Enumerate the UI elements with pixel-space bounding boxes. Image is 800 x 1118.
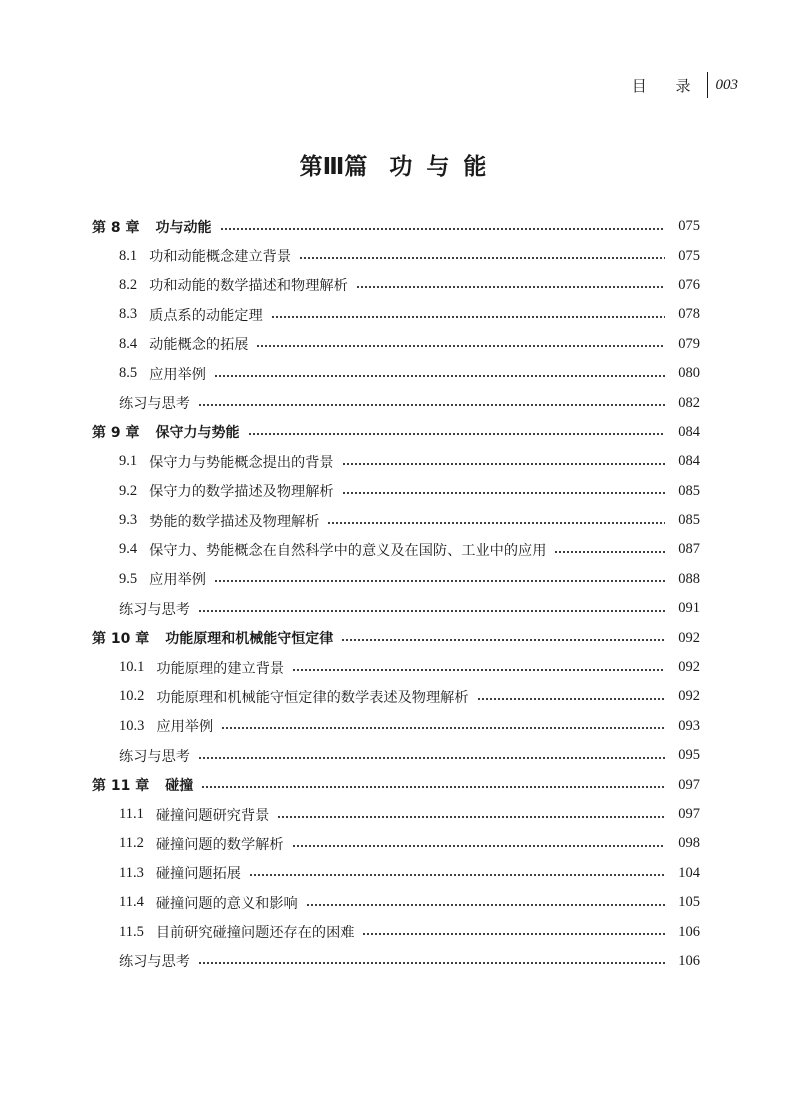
toc-entry-title: 目前研究碰撞问题还存在的困难 bbox=[155, 925, 355, 942]
dot-leader bbox=[356, 286, 665, 288]
toc-entry-page-number: 085 bbox=[678, 512, 700, 529]
toc-entry-title: 保守力与势能概念提出的背景 bbox=[149, 454, 334, 471]
dot-leader bbox=[362, 933, 665, 935]
toc-entry-page-number: 106 bbox=[678, 952, 700, 969]
toc-entry-page-number: 106 bbox=[678, 923, 700, 940]
toc-entry-number: 10.3 bbox=[119, 717, 145, 734]
dot-leader bbox=[554, 551, 665, 553]
dot-leader bbox=[220, 228, 666, 230]
dot-leader bbox=[221, 727, 665, 729]
dot-leader bbox=[214, 580, 665, 582]
running-header-title: 目 录 bbox=[631, 76, 703, 95]
toc-entry-page-number: 092 bbox=[678, 629, 700, 646]
toc-entry-title: 功和动能概念建立背景 bbox=[149, 249, 292, 266]
dot-leader bbox=[198, 962, 665, 964]
toc-entry-page-number: 075 bbox=[678, 218, 700, 235]
toc-entry-page-number: 087 bbox=[678, 541, 700, 558]
toc-entry-title: 功能原理和机械能守恒定律的数学表述及物理解析 bbox=[156, 689, 469, 706]
toc-section-entry[interactable] bbox=[92, 947, 700, 976]
dot-leader bbox=[477, 698, 665, 700]
toc-entry-number: 第 10 章 bbox=[92, 631, 150, 648]
toc-section-entry[interactable] bbox=[92, 359, 700, 388]
toc-entry-number: 8.3 bbox=[119, 306, 138, 323]
toc-entry-title: 保守力、势能概念在自然科学中的意义及在国防、工业中的应用 bbox=[149, 542, 547, 559]
toc-section-entry[interactable] bbox=[92, 535, 700, 564]
toc-entry-title: 应用举例 bbox=[149, 572, 206, 589]
toc-entry-title: 势能的数学描述及物理解析 bbox=[149, 513, 320, 530]
toc-entry-title: 功和动能的数学描述和物理解析 bbox=[149, 278, 348, 295]
toc-entry-number: 8.2 bbox=[119, 276, 138, 293]
toc-entry-title: 保守力的数学描述及物理解析 bbox=[149, 484, 334, 501]
part-title: 功与能 bbox=[389, 154, 501, 180]
toc-entry-title: 碰撞问题的数学解析 bbox=[155, 836, 284, 853]
toc-section-entry[interactable] bbox=[92, 477, 700, 506]
toc-section-entry[interactable] bbox=[92, 300, 700, 329]
toc-entry-number: 11.5 bbox=[119, 923, 144, 940]
toc-entry-number: 10.1 bbox=[119, 659, 145, 676]
toc-entry-number: 第 9 章 bbox=[92, 425, 140, 442]
toc-entry-page-number: 104 bbox=[678, 864, 700, 881]
toc-entry-page-number: 093 bbox=[678, 717, 700, 734]
toc-entry-title: 功与动能 bbox=[155, 219, 212, 236]
toc-entry-number: 9.4 bbox=[119, 541, 138, 558]
toc-entry-number: 8.4 bbox=[119, 335, 138, 352]
part-heading bbox=[0, 148, 800, 181]
toc-entry-title: 功能原理的建立背景 bbox=[156, 660, 285, 677]
toc-entry-page-number: 078 bbox=[678, 306, 700, 323]
dot-leader bbox=[299, 257, 665, 259]
dot-leader bbox=[198, 404, 665, 406]
running-header-divider bbox=[707, 72, 708, 98]
toc-entry-page-number: 084 bbox=[678, 453, 700, 470]
toc-chapter-entry[interactable] bbox=[92, 212, 700, 241]
dot-leader bbox=[214, 375, 665, 377]
dot-leader bbox=[277, 816, 665, 818]
toc-section-entry[interactable] bbox=[92, 241, 700, 270]
toc-entry-page-number: 079 bbox=[678, 335, 700, 352]
toc-section-entry[interactable] bbox=[92, 447, 700, 476]
dot-leader bbox=[342, 492, 665, 494]
toc-entry-number: 11.2 bbox=[119, 835, 144, 852]
toc-entry-number: 9.3 bbox=[119, 512, 138, 529]
running-header bbox=[632, 72, 738, 98]
toc-section-entry[interactable] bbox=[92, 271, 700, 300]
toc-section-entry[interactable] bbox=[92, 859, 700, 888]
toc-section-entry[interactable] bbox=[92, 888, 700, 917]
toc-entry-title: 动能概念的拓展 bbox=[149, 337, 249, 354]
toc-entry-title: 应用举例 bbox=[156, 719, 214, 736]
toc-entry-page-number: 080 bbox=[678, 365, 700, 382]
toc-entry-title: 功能原理和机械能守恒定律 bbox=[165, 631, 334, 648]
toc-entry-page-number: 084 bbox=[678, 423, 700, 440]
toc-section-entry[interactable] bbox=[92, 741, 700, 770]
toc-entry-page-number: 075 bbox=[678, 247, 700, 264]
toc-chapter-entry[interactable] bbox=[92, 418, 700, 447]
toc-entry-title: 保守力与势能 bbox=[155, 425, 240, 442]
toc-entry-page-number: 097 bbox=[678, 806, 700, 822]
running-header-page-number: 003 bbox=[715, 76, 738, 93]
toc-chapter-entry[interactable] bbox=[92, 770, 700, 799]
dot-leader bbox=[342, 463, 665, 465]
toc-entry-title: 质点系的动能定理 bbox=[149, 307, 263, 324]
toc-entry-page-number: 098 bbox=[678, 835, 700, 852]
dot-leader bbox=[292, 845, 665, 847]
toc-entry-title: 碰撞问题拓展 bbox=[155, 866, 241, 883]
toc-entry-number: 11.1 bbox=[119, 806, 144, 822]
toc-entry-number: 11.3 bbox=[119, 864, 144, 881]
toc-section-entry[interactable] bbox=[92, 653, 700, 682]
toc-entry-number: 第 8 章 bbox=[92, 219, 140, 236]
dot-leader bbox=[249, 874, 665, 876]
toc-entry-page-number: 092 bbox=[678, 659, 700, 676]
toc-entry-title: 碰撞 bbox=[165, 778, 194, 795]
toc-section-entry[interactable] bbox=[92, 917, 700, 946]
toc-chapter-entry[interactable] bbox=[92, 623, 700, 652]
toc-entry-title: 练习与思考 bbox=[119, 601, 190, 618]
dot-leader bbox=[327, 522, 665, 524]
toc-entry-title: 练习与思考 bbox=[119, 396, 190, 413]
dot-leader bbox=[198, 610, 665, 612]
toc-entry-page-number: 105 bbox=[678, 894, 700, 911]
toc-entry-title: 练习与思考 bbox=[119, 748, 190, 765]
toc-entry-title: 碰撞问题研究背景 bbox=[155, 807, 270, 824]
toc-section-entry[interactable] bbox=[92, 594, 700, 623]
toc-entry-page-number: 082 bbox=[678, 394, 700, 411]
toc-section-entry[interactable] bbox=[92, 330, 700, 359]
toc-entry-page-number: 097 bbox=[678, 776, 700, 793]
toc-entry-page-number: 076 bbox=[678, 276, 700, 293]
toc-entry-number: 11.4 bbox=[119, 894, 144, 911]
toc-entry-page-number: 085 bbox=[678, 482, 700, 499]
toc-section-entry[interactable] bbox=[92, 829, 700, 858]
toc-entry-number: 9.1 bbox=[119, 453, 138, 470]
toc-section-entry[interactable] bbox=[92, 800, 700, 829]
toc-section-entry[interactable] bbox=[92, 506, 700, 535]
dot-leader bbox=[201, 786, 665, 788]
table-of-contents bbox=[92, 212, 700, 976]
toc-entry-page-number: 088 bbox=[678, 570, 700, 587]
toc-entry-title: 应用举例 bbox=[149, 366, 206, 383]
toc-section-entry[interactable] bbox=[92, 565, 700, 594]
dot-leader bbox=[248, 433, 666, 435]
toc-entry-page-number: 095 bbox=[678, 747, 700, 764]
dot-leader bbox=[256, 345, 665, 347]
toc-entry-number: 8.1 bbox=[119, 247, 138, 264]
dot-leader bbox=[306, 904, 665, 906]
toc-entry-number: 9.5 bbox=[119, 570, 138, 587]
toc-entry-number: 8.5 bbox=[119, 365, 138, 382]
toc-entry-title: 碰撞问题的意义和影响 bbox=[155, 895, 298, 912]
toc-section-entry[interactable] bbox=[92, 682, 700, 711]
toc-section-entry[interactable] bbox=[92, 388, 700, 417]
dot-leader bbox=[292, 669, 665, 671]
part-number: 第Ⅲ篇 bbox=[299, 154, 368, 180]
dot-leader bbox=[341, 639, 665, 641]
toc-entry-number: 10.2 bbox=[119, 688, 145, 705]
toc-entry-page-number: 091 bbox=[678, 600, 700, 617]
toc-entry-number: 第 11 章 bbox=[92, 778, 150, 795]
toc-entry-title: 练习与思考 bbox=[119, 954, 190, 971]
toc-entry-number: 9.2 bbox=[119, 482, 138, 499]
toc-entry-page-number: 092 bbox=[678, 688, 700, 705]
dot-leader bbox=[198, 757, 665, 759]
dot-leader bbox=[271, 316, 665, 318]
toc-section-entry[interactable] bbox=[92, 712, 700, 741]
